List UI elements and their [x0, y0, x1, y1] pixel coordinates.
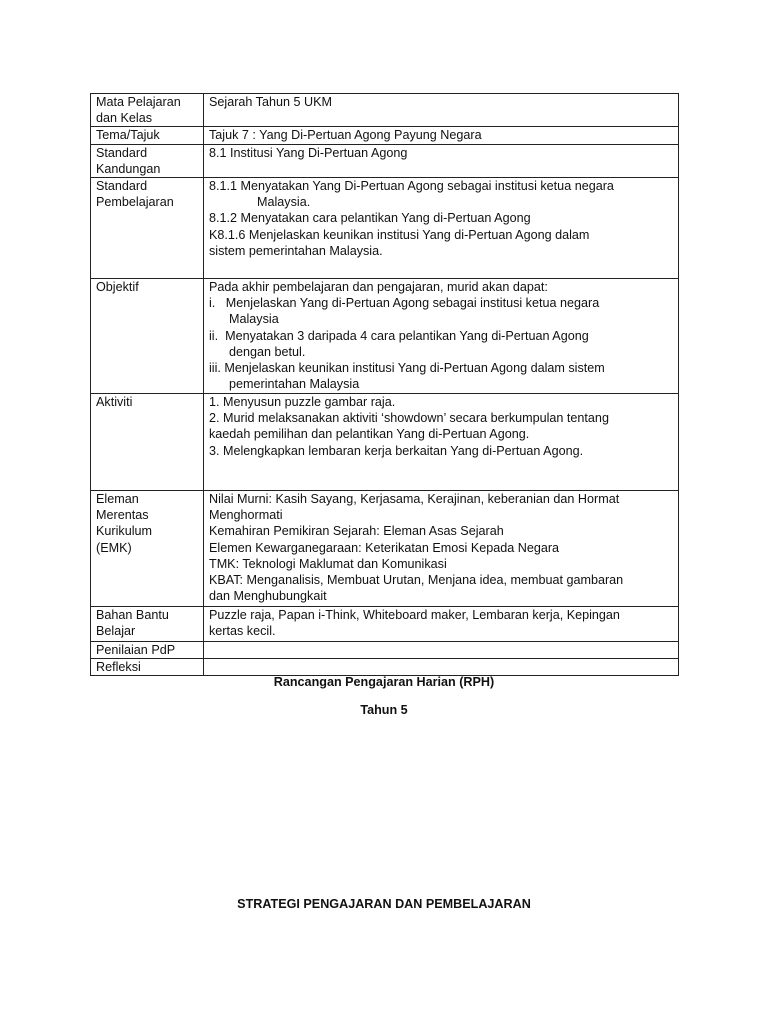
label-line: Eleman [96, 492, 139, 507]
label-line: Standard [96, 179, 148, 194]
section-heading-strategy: STRATEGI PENGAJARAN DAN PEMBELAJARAN [237, 897, 531, 911]
content-line: i. Menjelaskan Yang di-Pertuan Agong sebagai institusi ketua negara [209, 296, 600, 311]
table-row-bahan-bantu [91, 607, 679, 642]
label-line: Kurikulum [96, 524, 152, 539]
table-row-penilaian [91, 642, 679, 659]
row-label [91, 607, 204, 642]
row-content [204, 127, 679, 144]
row-content [204, 491, 679, 607]
document-subtitle-year: Tahun 5 [360, 703, 408, 717]
content-line: K8.1.6 Menjelaskan keunikan institusi Yang di-Pertuan Agong dalam [209, 227, 590, 242]
content-line: dengan betul. [229, 344, 306, 359]
row-content [204, 144, 679, 177]
content-line: Kemahiran Pemikiran Sejarah: Eleman Asas Sejarah [209, 524, 504, 539]
content-line: 8.1.1 Menyatakan Yang Di-Pertuan Agong sebagai institusi ketua negara [209, 179, 614, 194]
row-content [204, 94, 679, 127]
content-line: 1. Menyusun puzzle gambar raja. [209, 395, 396, 410]
label-line: Belajar [96, 624, 136, 639]
content-line: Pada akhir pembelajaran dan pengajaran, murid akan dapat: [209, 280, 548, 295]
row-label [91, 94, 204, 127]
label-line: Kandungan [96, 161, 161, 176]
content-line: Malaysia. [257, 195, 311, 210]
label-line: Merentas [96, 508, 149, 523]
row-content [204, 279, 679, 394]
label-line: Tema/Tajuk [96, 128, 160, 143]
row-label [91, 394, 204, 491]
row-content [204, 607, 679, 642]
label-line: Bahan Bantu [96, 608, 169, 623]
content-line: Elemen Kewarganegaraan: Keterikatan Emosi Kepada Negara [209, 540, 560, 555]
content-line: dan Menghubungkait [209, 589, 327, 604]
table-row-objektif [91, 279, 679, 394]
content-line: 8.1 Institusi Yang Di-Pertuan Agong [209, 145, 408, 160]
content-line: Tajuk 7 : Yang Di-Pertuan Agong Payung Negara [209, 128, 482, 143]
content-line: 2. Murid melaksanakan aktiviti ‘showdown’ secara berkumpulan tentang [209, 411, 609, 426]
table-row-aktiviti [91, 394, 679, 491]
row-label [91, 642, 204, 659]
table-row-standard-pembelajaran [91, 178, 679, 279]
table-row-tema-tajuk [91, 127, 679, 144]
row-content [204, 394, 679, 491]
label-line: Refleksi [96, 660, 141, 675]
label-line: Pembelajaran [96, 195, 174, 210]
content-line: pemerintahan Malaysia [229, 377, 360, 392]
content-line: sistem pemerintahan Malaysia. [209, 243, 383, 258]
content-line: kaedah pemilihan dan pelantikan Yang di-Pertuan Agong. [209, 427, 530, 442]
content-line: ii. Menyatakan 3 daripada 4 cara pelantikan Yang di-Pertuan Agong [209, 328, 589, 343]
document-title: Rancangan Pengajaran Harian (RPH) [273, 675, 495, 689]
table-row-mata-pelajaran [91, 94, 679, 127]
row-label [91, 144, 204, 177]
label-line: dan Kelas [96, 111, 153, 126]
content-line: Nilai Murni: Kasih Sayang, Kerjasama, Kerajinan, keberanian dan Hormat [209, 492, 620, 507]
content-line: 8.1.2 Menyatakan cara pelantikan Yang di-Pertuan Agong [209, 211, 531, 226]
row-content-empty [204, 642, 679, 659]
label-line: Objektif [96, 280, 139, 295]
content-line: TMK: Teknologi Maklumat dan Komunikasi [209, 556, 447, 571]
content-line: Sejarah Tahun 5 UKM [209, 95, 332, 109]
row-content [204, 178, 679, 279]
row-label [91, 178, 204, 279]
label-line: Penilaian PdP [96, 643, 176, 658]
row-label [91, 127, 204, 144]
content-line: KBAT: Menganalisis, Membuat Urutan, Menjana idea, membuat gambaran [209, 573, 624, 588]
content-line: iii. Menjelaskan keunikan institusi Yang di-Pertuan Agong dalam sistem [209, 361, 605, 376]
content-line: Malaysia [229, 312, 279, 327]
label-line: (EMK) [96, 540, 132, 555]
label-line: Mata Pelajaran [96, 95, 181, 109]
content-line: kertas kecil. [209, 624, 276, 639]
lesson-plan-table [90, 93, 679, 676]
row-label [91, 491, 204, 607]
table-row-standard-kandungan [91, 144, 679, 177]
table-row-emk [91, 491, 679, 607]
content-line: Menghormati [209, 508, 283, 523]
content-line: 3. Melengkapkan lembaran kerja berkaitan Yang di-Pertuan Agong. [209, 443, 584, 458]
label-line: Standard [96, 145, 148, 160]
row-label [91, 279, 204, 394]
content-line: Puzzle raja, Papan i-Think, Whiteboard maker, Lembaran kerja, Kepingan [209, 608, 620, 623]
label-line: Aktiviti [96, 395, 133, 410]
